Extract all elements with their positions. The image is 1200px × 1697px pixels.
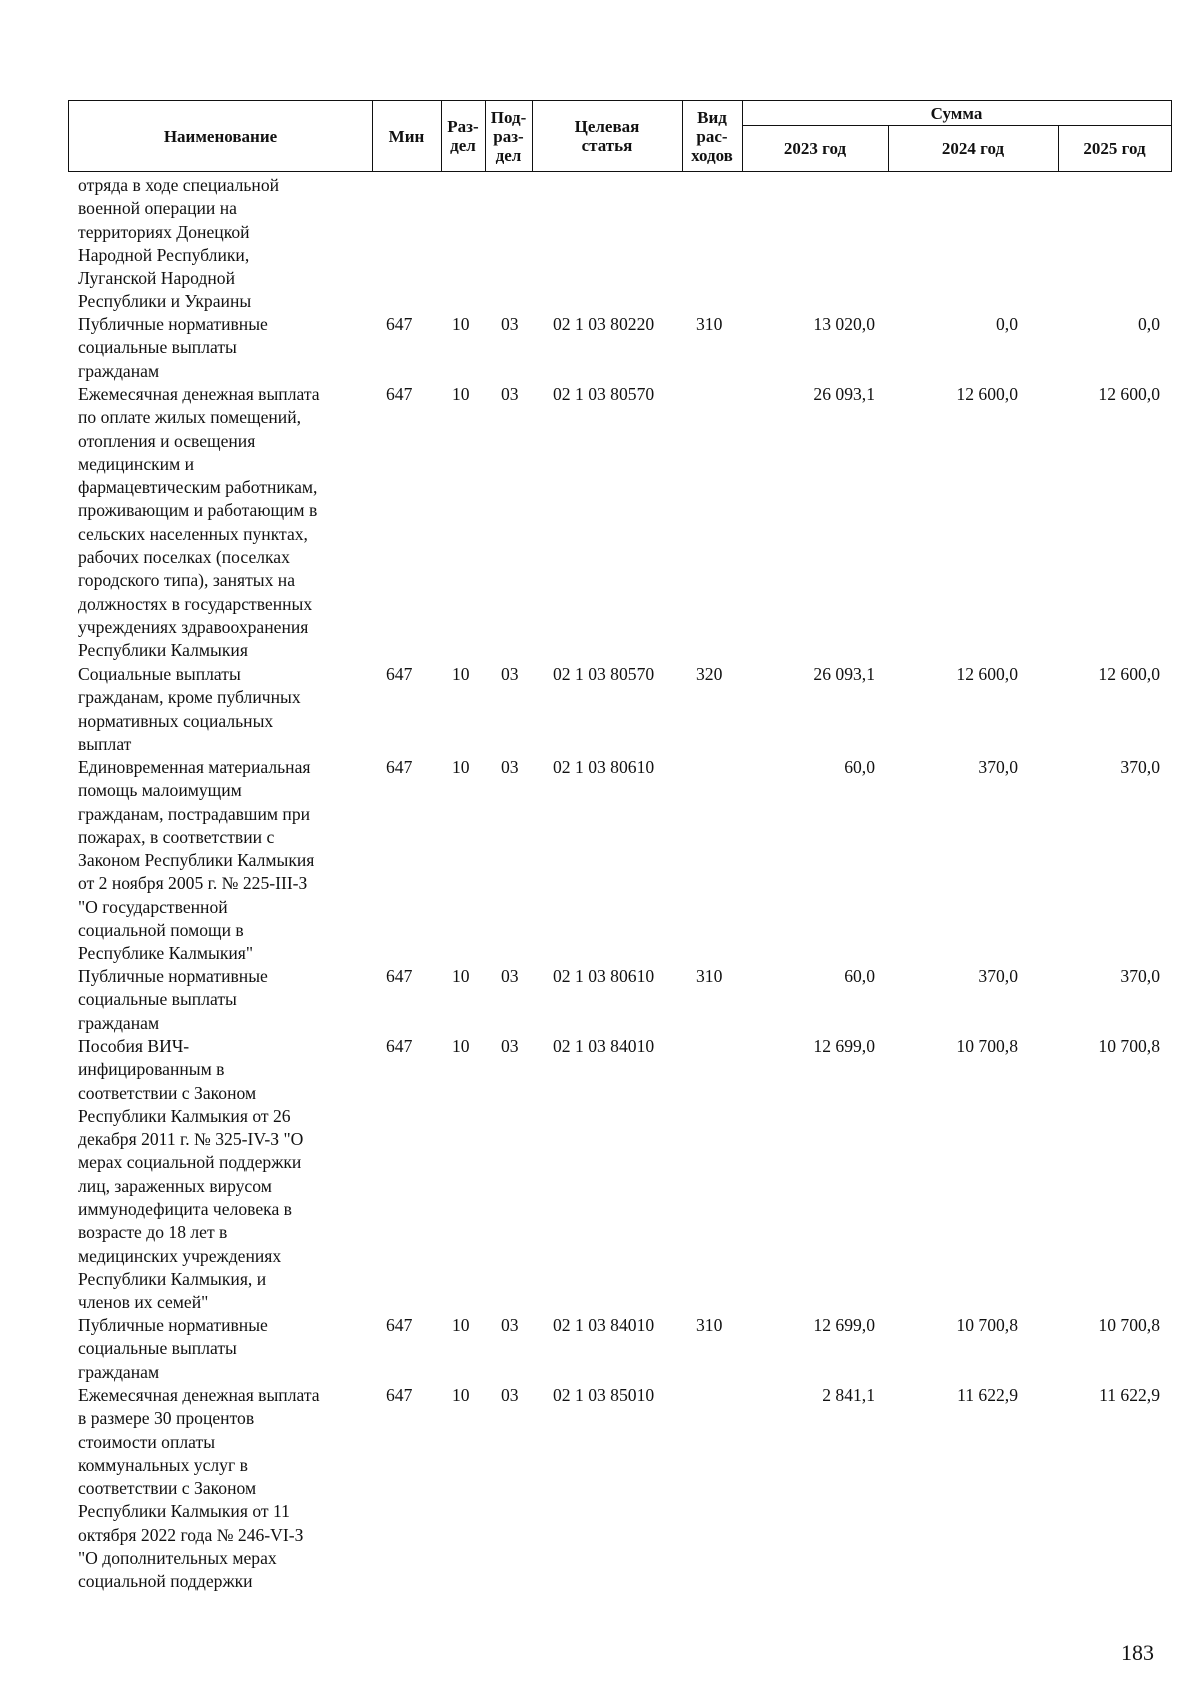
expense-type-cell: 310: [696, 314, 723, 334]
target-article-cell: 02 1 03 80570: [553, 664, 655, 684]
header-name: Наименование: [163, 126, 278, 146]
row-name-line: возрасте до 18 лет в: [78, 1222, 228, 1243]
amount-2023-cell: 2 841,1: [822, 1385, 875, 1405]
header-razdel: Раз- дел: [447, 117, 479, 155]
section-cell: 10: [452, 1385, 470, 1405]
amount-2024-cell: 370,0: [978, 966, 1018, 986]
row-name-line: членов их семей": [78, 1292, 209, 1313]
min-cell: 647: [386, 384, 413, 404]
row-name-line: Социальные выплаты: [78, 664, 241, 684]
row-name: [78, 1384, 378, 1594]
row-name-line: выплат: [78, 733, 132, 754]
header-year-2023: 2023 год: [783, 138, 847, 158]
row-name-line: территориях Донецкой: [78, 221, 250, 242]
amount-2025-cell: 12 600,0: [1098, 664, 1160, 684]
amount-2025-cell: 12 600,0: [1098, 384, 1160, 404]
target-article-cell: 02 1 03 84010: [553, 1315, 655, 1335]
row-name-line: в размере 30 процентов: [78, 1408, 255, 1429]
row-name-line: гражданам, кроме публичных: [78, 687, 301, 708]
amount-2025-cell: 0,0: [1138, 314, 1160, 334]
expense-type-cell: 310: [696, 1315, 723, 1335]
subsection-cell: 03: [501, 1315, 519, 1335]
row-name: [78, 383, 378, 663]
row-name-line: отопления и освещения: [78, 430, 256, 451]
section-cell: 10: [452, 1315, 470, 1335]
row-name-line: мерах социальной поддержки: [78, 1152, 302, 1173]
page-number: 183: [1121, 1640, 1154, 1665]
row-name-line: октября 2022 года № 246-VI-З: [78, 1524, 304, 1545]
amount-2024-cell: 11 622,9: [957, 1385, 1018, 1405]
min-cell: 647: [386, 1385, 413, 1405]
header-min: Мин: [388, 126, 425, 146]
row-name-line: Ежемесячная денежная выплата: [78, 384, 320, 404]
row-name-line: социальные выплаты: [78, 989, 237, 1010]
expense-type-cell: 310: [696, 966, 723, 986]
row-name-line: Народной Республики,: [78, 244, 250, 265]
row-name-line: соответствии с Законом: [78, 1478, 257, 1499]
subsection-cell: 03: [501, 966, 519, 986]
header-sum: Сумма: [930, 103, 983, 123]
subsection-cell: 03: [501, 1385, 519, 1405]
row-name-line: по оплате жилых помещений,: [78, 407, 302, 428]
expense-type-cell: 320: [696, 664, 723, 684]
row-name: [78, 1314, 378, 1384]
row-name-line: инфицированным в: [78, 1059, 225, 1080]
row-name-line: социальной помощи в: [78, 920, 244, 941]
row-name-line: гражданам: [78, 360, 160, 381]
row-name-line: социальные выплаты: [78, 1338, 237, 1359]
row-name-line: Публичные нормативные: [78, 966, 268, 986]
amount-2025-cell: 370,0: [1120, 966, 1160, 986]
row-name-line: от 2 ноября 2005 г. № 225-III-З: [78, 873, 308, 894]
row-name-line: Публичные нормативные: [78, 1315, 268, 1335]
table-header: [68, 100, 1172, 172]
amount-2024-cell: 10 700,8: [956, 1036, 1018, 1056]
row-name-line: гражданам, пострадавшим при: [78, 803, 311, 824]
section-cell: 10: [452, 1036, 470, 1056]
row-name-line: иммунодефицита человека в: [78, 1199, 292, 1220]
row-name-line: социальной поддержки: [78, 1571, 253, 1592]
amount-2025-cell: 10 700,8: [1098, 1036, 1160, 1056]
amount-2024-cell: 12 600,0: [956, 384, 1018, 404]
row-name-line: городского типа), занятых на: [78, 570, 296, 591]
row-name-line: Республики и Украины: [78, 291, 252, 312]
amount-2024-cell: 0,0: [996, 314, 1018, 334]
row-name-line: декабря 2011 г. № 325-IV-З "О: [78, 1129, 304, 1150]
amount-2023-cell: 13 020,0: [813, 314, 875, 334]
amount-2025-cell: 11 622,9: [1099, 1385, 1160, 1405]
row-name: [78, 965, 378, 1035]
min-cell: 647: [386, 664, 413, 684]
subsection-cell: 03: [501, 1036, 519, 1056]
row-name-line: проживающим и работающим в: [78, 500, 318, 521]
row-name-line: лиц, зараженных вирусом: [78, 1175, 272, 1196]
subsection-cell: 03: [501, 757, 519, 777]
target-article-cell: 02 1 03 80610: [553, 966, 655, 986]
row-name-line: соответствии с Законом: [78, 1082, 257, 1103]
amount-2024-cell: 10 700,8: [956, 1315, 1018, 1335]
row-name-line: военной операции на: [78, 198, 237, 219]
row-name: [78, 1035, 378, 1315]
row-name-line: Республики Калмыкия: [78, 640, 248, 661]
header-expense-type: Вид рас- ходов: [691, 107, 733, 165]
row-name-line: Республики Калмыкия от 26: [78, 1105, 291, 1126]
amount-2025-cell: 370,0: [1120, 757, 1160, 777]
target-article-cell: 02 1 03 80610: [553, 757, 655, 777]
row-name-line: пожарах, в соответствии с: [78, 826, 275, 847]
min-cell: 647: [386, 1036, 413, 1056]
row-name-line: стоимости оплаты: [78, 1431, 216, 1452]
row-name-line: Пособия ВИЧ-: [78, 1036, 190, 1056]
row-name-line: Луганской Народной: [78, 268, 235, 289]
section-cell: 10: [452, 314, 470, 334]
amount-2023-cell: 26 093,1: [813, 664, 875, 684]
row-name-line: сельских населенных пунктах,: [78, 523, 308, 544]
row-name-line: Законом Республики Калмыкия: [78, 850, 315, 871]
row-name-line: помощь малоимущим: [78, 780, 242, 801]
section-cell: 10: [452, 757, 470, 777]
amount-2025-cell: 10 700,8: [1098, 1315, 1160, 1335]
section-cell: 10: [452, 664, 470, 684]
amount-2023-cell: 60,0: [844, 966, 875, 986]
row-name-line: медицинских учреждениях: [78, 1245, 282, 1266]
amount-2024-cell: 370,0: [978, 757, 1018, 777]
header-target-article: Целевая статья: [574, 117, 640, 155]
row-name-line: Республики Калмыкия от 11: [78, 1501, 290, 1522]
row-name-line: коммунальных услуг в: [78, 1454, 248, 1475]
row-name-line: Публичные нормативные: [78, 314, 268, 334]
min-cell: 647: [386, 966, 413, 986]
row-name-line: учреждениях здравоохранения: [78, 616, 309, 637]
header-year-2024: 2024 год: [941, 138, 1005, 158]
row-name-line: фармацевтическим работникам,: [78, 477, 318, 498]
row-name-line: гражданам: [78, 1361, 160, 1382]
target-article-cell: 02 1 03 80220: [553, 314, 655, 334]
amount-2023-cell: 12 699,0: [813, 1036, 875, 1056]
section-cell: 10: [452, 966, 470, 986]
section-cell: 10: [452, 384, 470, 404]
row-name: [78, 663, 378, 756]
row-name-line: нормативных социальных: [78, 710, 274, 731]
min-cell: 647: [386, 757, 413, 777]
amount-2024-cell: 12 600,0: [956, 664, 1018, 684]
row-name-line: Республике Калмыкия": [78, 943, 254, 964]
subsection-cell: 03: [501, 384, 519, 404]
row-name: [78, 313, 378, 383]
header-year-2025: 2025 год: [1083, 138, 1146, 158]
row-name-line: Единовременная материальная: [78, 757, 311, 777]
min-cell: 647: [386, 314, 413, 334]
row-name: [78, 174, 378, 314]
row-name-line: медицинским и: [78, 453, 195, 474]
subsection-cell: 03: [501, 664, 519, 684]
amount-2023-cell: 60,0: [844, 757, 875, 777]
subsection-cell: 03: [501, 314, 519, 334]
target-article-cell: 02 1 03 80570: [553, 384, 655, 404]
row-name-line: социальные выплаты: [78, 337, 237, 358]
row-name-line: гражданам: [78, 1012, 160, 1033]
amount-2023-cell: 26 093,1: [813, 384, 875, 404]
header-podrazdel: Под- раз- дел: [490, 107, 527, 165]
row-name-line: отряда в ходе специальной: [78, 175, 280, 195]
amount-2023-cell: 12 699,0: [813, 1315, 875, 1335]
target-article-cell: 02 1 03 84010: [553, 1036, 655, 1056]
row-name-line: Ежемесячная денежная выплата: [78, 1385, 320, 1405]
row-name-line: Республики Калмыкия, и: [78, 1268, 267, 1289]
row-name-line: "О государственной: [78, 896, 228, 917]
target-article-cell: 02 1 03 85010: [553, 1385, 655, 1405]
row-name-line: "О дополнительных мерах: [78, 1548, 277, 1569]
row-name-line: рабочих поселках (поселках: [78, 547, 290, 568]
row-name: [78, 756, 378, 966]
row-name-line: должностях в государственных: [78, 593, 313, 614]
min-cell: 647: [386, 1315, 413, 1335]
